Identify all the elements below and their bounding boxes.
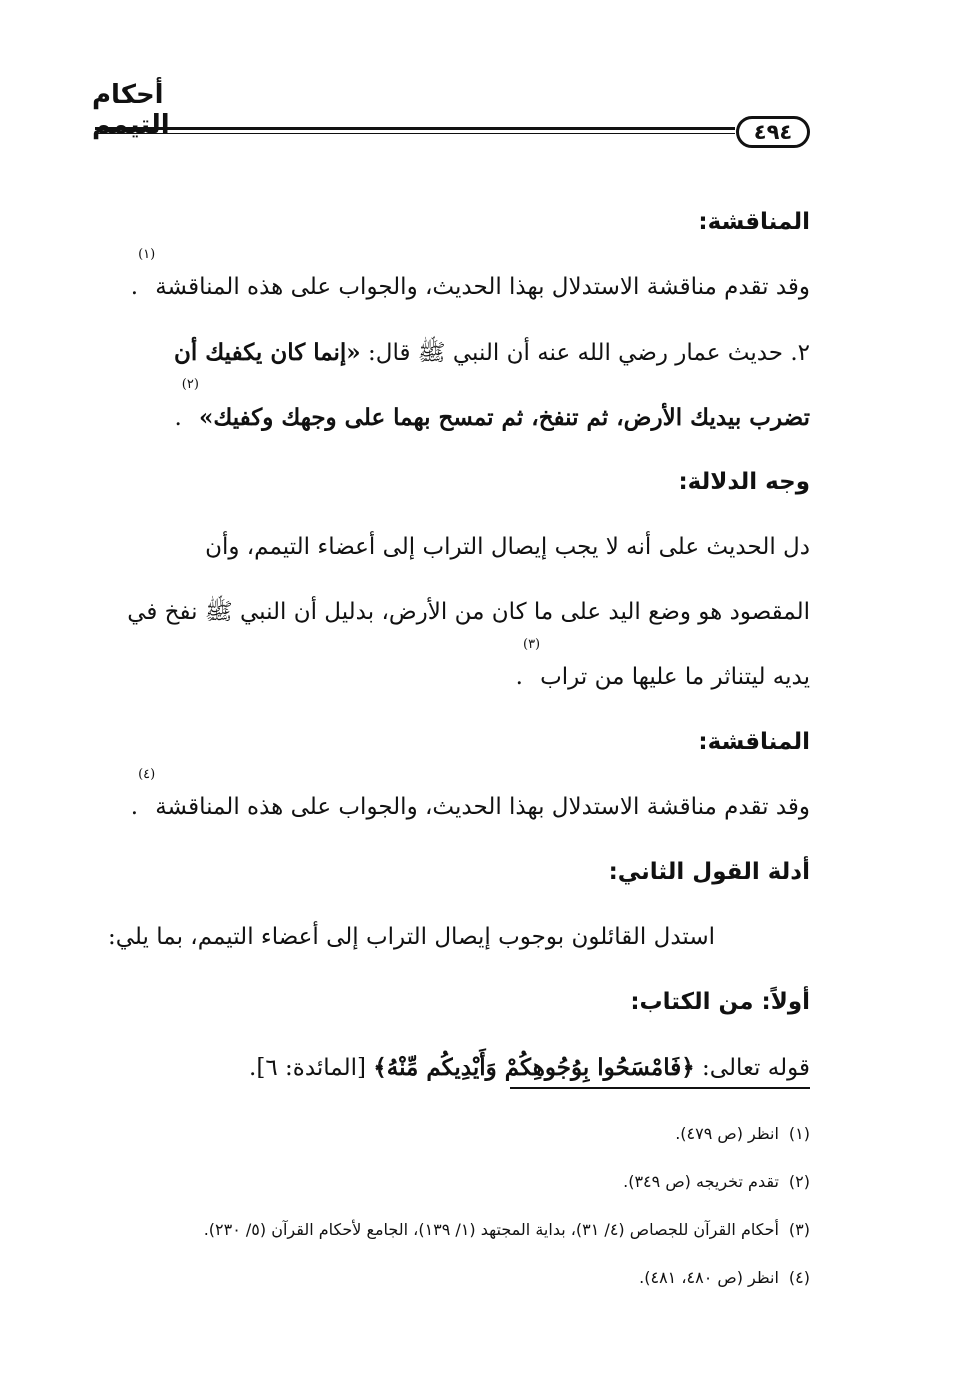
footnote-number: (١) [788,1124,810,1143]
paragraph-line: دل الحديث على أنه لا يجب إيصال التراب إلى أعضاء التيمم، وأن [205,534,810,560]
footnote-item [95,1206,810,1254]
paragraph-line [95,1035,810,1100]
footnote-ref: (٣) [522,637,541,652]
footnote-number: (٣) [788,1220,810,1239]
heading-from-book: أولاً: من الكتاب: [630,989,810,1015]
text-span: . [130,794,139,820]
header-rule [95,127,735,130]
heading-discussion: المناقشة: [698,209,810,235]
footnote-ref: (٢) [181,377,199,392]
footnote-text: انظر (ص ٤٧٩). [675,1124,779,1143]
paragraph-line [95,247,810,320]
running-title: أحكام التيمم [92,80,170,140]
footnote-rule [510,1087,810,1089]
paragraph-line: استدل القائلون بوجوب إيصال التراب إلى أعضاء التيمم، بما يلي: [108,924,715,950]
text-span: . [515,664,523,690]
footnote-item [95,1254,810,1302]
text-span: يديه ليتناثر ما عليها من تراب [540,664,810,690]
body-text [95,190,810,1100]
text-span: . [130,274,139,300]
paragraph-line: المقصود هو وضع اليد على ما كان من الأرض، بدليل أن النبي ﷺ نفخ في [127,599,810,625]
text-span: ٢. حديث عمار رضي الله عنه أن النبي ﷺ قال: [360,340,810,366]
hadith-text: «إنما كان يكفيك أن [173,339,361,366]
verse-reference: [المائدة: ٦]. [249,1055,374,1081]
paragraph-line [95,320,810,385]
quran-verse: ﴿فَامْسَحُوا بِوُجُوهِكُمْ وَأَيْدِيكُم مِّنْهُ﴾ [373,1054,695,1081]
footnote-ref: (١) [138,247,156,262]
text-span: وقد تقدم مناقشة الاستدلال بهذا الحديث، والجواب على هذه المناقشة [155,274,810,300]
footnote-text: أحكام القرآن للجصاص (٤/ ٣١)، بداية المجتهد (١/ ١٣٩)، الجامع لأحكام القرآن (٥/ ٢٣٠). [203,1220,779,1239]
page-number: ٤٩٤ [736,116,810,148]
footnotes [95,1110,810,1302]
text-span: وقد تقدم مناقشة الاستدلال بهذا الحديث، والجواب على هذه المناقشة [155,794,810,820]
heading-evidence: وجه الدلالة: [678,469,810,495]
footnote-ref: (٤) [138,767,156,782]
footnote-item [95,1158,810,1206]
footnote-item [95,1110,810,1158]
heading-second-opinion: أدلة القول الثاني: [608,859,810,885]
text-span: قوله تعالى: [694,1055,810,1081]
paragraph-line [95,767,810,840]
paragraph-line [95,637,810,710]
text-span: . [174,405,182,431]
heading-discussion: المناقشة: [698,729,810,755]
hadith-text: تضرب بيديك الأرض، ثم تنفخ، ثم تمسح بهما على وجهك وكفيك» [198,404,810,431]
footnote-text: انظر (ص ٤٨٠، ٤٨١). [639,1268,779,1287]
paragraph-line [95,377,810,450]
footnote-number: (٤) [788,1268,810,1287]
footnote-number: (٢) [788,1172,810,1191]
header-rule-thin [95,133,735,134]
footnote-text: تقدم تخريجه (ص ٣٤٩). [623,1172,779,1191]
